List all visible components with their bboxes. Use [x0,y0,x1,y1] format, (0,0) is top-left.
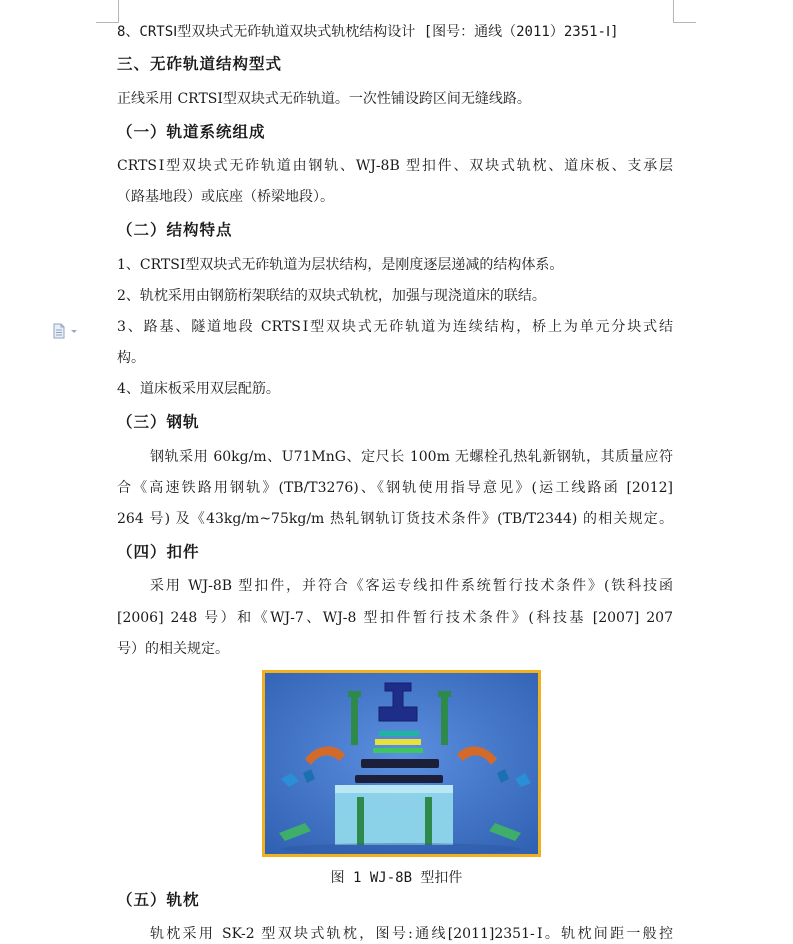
reference-item-8: 8、CRTSⅠ型双块式无砟轨道双块式轨枕结构设计 [图号：通线（2011）2351-Ⅰ] [117,24,619,40]
fastener-figure-image [262,670,541,857]
document-icon[interactable] [52,323,82,339]
structure-feature-3-line1: 3、路基、隧道地段 CRTSⅠ型双块式无砟轨道为连续结构，桥上为单元分块式结 [117,319,673,335]
fastener-text-line2: [2006] 248 号）和《WJ-7、WJ-8 型扣件暂行技术条件》(科技基 [2007] 207 [117,610,673,626]
rail-text-line1: 钢轨采用 60kg/m、U71MnG、定尺长 100m 无螺栓孔热轧新钢轨，其质量应符 [150,449,673,465]
subsection-5-heading: （五）轨枕 [117,890,200,909]
subsection-4-heading: （四）扣件 [117,542,200,561]
subsection-3-heading: （三）钢轨 [117,412,200,431]
margin-corner-top-left [96,0,119,23]
structure-feature-4: 4、道床板采用双层配筋。 [117,381,280,397]
fastener-text-line1: 采用 WJ-8B 型扣件，并符合《客运专线扣件系统暂行技术条件》(铁科技函 [150,578,673,594]
structure-feature-2: 2、轨枕采用由钢筋桁架联结的双块式轨枕，加强与现浇道床的联结。 [117,288,546,304]
sleeper-text-line1: 轨枕采用 SK-2 型双块式轨枕，图号:通线[2011]2351-Ⅰ。轨枕间距一般控 [150,926,673,942]
subsection-2-heading: （二）结构特点 [117,220,233,239]
structure-feature-1: 1、CRTSⅠ型双块式无砟轨道为层状结构，是刚度逐层递减的结构体系。 [117,257,564,273]
rail-text-line2: 合《高速铁路用钢轨》(TB/T3276)、《钢轨使用指导意见》(运工线路函 [2012] [117,480,673,496]
subsection-1-heading: （一）轨道系统组成 [117,122,266,141]
figure-caption: 图 1 WJ-8B 型扣件 [330,870,463,886]
section-3-heading: 三、无砟轨道结构型式 [117,54,283,73]
fastener-text-line3: 号）的相关规定。 [117,641,229,657]
margin-corner-top-right [673,0,696,23]
subsection-1-text-line2: （路基地段）或底座（桥梁地段）。 [117,189,334,205]
rail-text-line3: 264 号) 及《43kg/m~75kg/m 热轧钢轨订货技术条件》(TB/T2344) 的相关规定。 [117,511,673,527]
section-3-intro: 正线采用 CRTSⅠ型双块式无砟轨道。一次性铺设跨区间无缝线路。 [117,91,531,107]
subsection-1-text-line1: CRTSⅠ型双块式无砟轨道由钢轨、WJ-8B 型扣件、双块式轨枕、道床板、支承层 [117,158,673,174]
structure-feature-3-line2: 构。 [117,350,145,366]
